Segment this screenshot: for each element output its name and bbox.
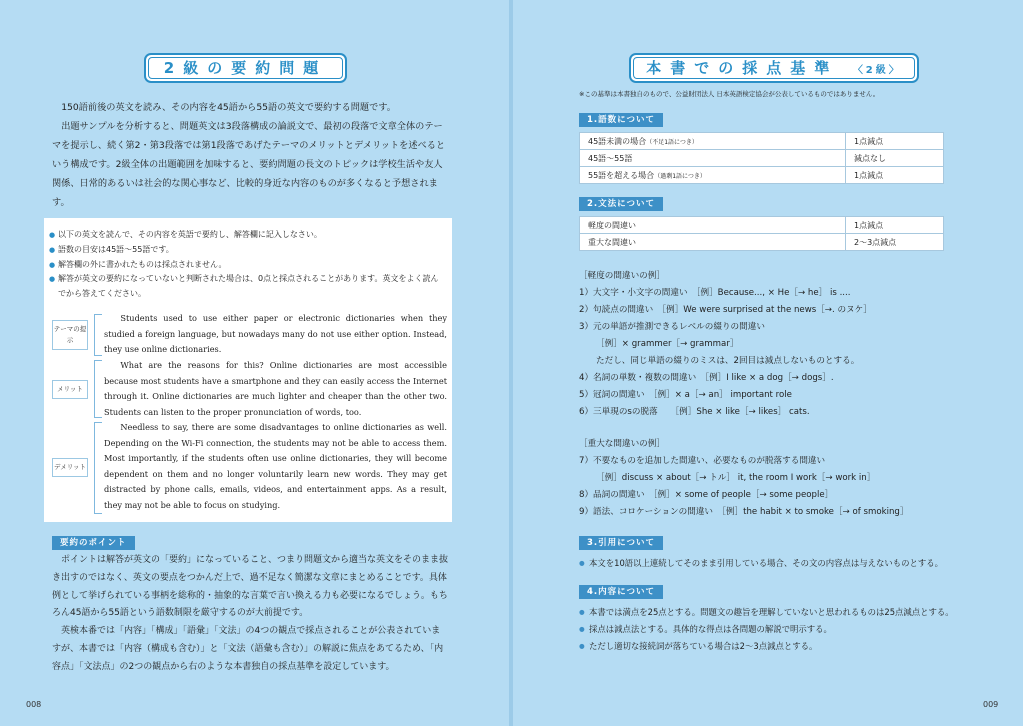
list-item: 9）語法、コロケーションの間違い ［例］the habit × to smoke［→ of smoking］	[579, 507, 909, 517]
passage-paragraph-2: What are the reasons for this? Online dictionaries are most accessible because most students have a smartphone and they can easily access the Internet through it. Online dictionaries are much lighter and cheaper than the other two. Students can listen to the proper pronunciation of words, too.	[104, 360, 447, 417]
right-title-text: 本書での採点基準	[646, 59, 839, 77]
list-item: ［例］discuss × about［→ トル］ it, the room I work［→ work in］	[596, 473, 876, 483]
table-row: 45語～55語 減点なし	[580, 150, 944, 167]
instruction-item: ● 以下の英文を読んで、その内容を英語で要約し、解答欄に記入しなさい。	[50, 228, 446, 243]
list-item: ● ただし適切な接続詞が落ちている場合は2～3点減点とする。	[579, 638, 979, 655]
instruction-list	[50, 228, 446, 302]
demerit-tag: デメリット	[52, 458, 88, 477]
list-item: ● 採点は減点法とする。具体的な得点は各問題の解説で明示する。	[579, 621, 979, 638]
table-row: 55語を超える場合（過剰1語につき） 1点減点	[580, 167, 944, 184]
right-title-sub: 〈2級〉	[852, 65, 902, 76]
section-content-label: 4.内容について	[579, 585, 663, 599]
instruction-item: ● 解答が英文の要約になっていないと判断された場合は、0点と採点されることがあります。英文をよく読んでから答えてください。	[50, 272, 446, 302]
summary-points-label: 要約のポイント	[52, 536, 135, 550]
table-row: 重大な間違い 2～3点減点	[580, 234, 944, 251]
instruction-item: ● 解答欄の外に書かれたものは採点されません。	[50, 258, 446, 273]
list-item: 3）元の単語が推測できるレベルの綴りの間違い	[579, 322, 765, 332]
theme-tag: テーマの提示	[52, 320, 88, 350]
question-card	[44, 218, 452, 522]
merit-tag: メリット	[52, 380, 88, 399]
heavy-errors-list	[579, 436, 979, 521]
content-rules	[579, 604, 979, 655]
intro-line-1: 150語前後の英文を読み、その内容を45語から55語の英文で要約する問題です。	[61, 102, 396, 113]
heavy-errors-heading: ［重大な間違いの例］	[579, 439, 665, 449]
instruction-item: ● 語数の目安は45語～55語です。	[50, 243, 446, 258]
list-item: 7）不要なものを追加した間違い、必要なものが脱落する間違い	[579, 456, 826, 466]
intro-paragraph	[52, 98, 446, 212]
section-grammar-label: 2.文法について	[579, 197, 663, 211]
right-page-title	[629, 53, 919, 83]
page-number-left: 008	[26, 700, 42, 709]
summary-points-text: ポイントは解答が英文の「要約」になっていること、つまり問題文から適当な英文をそのまま抜き出すのではなく、英文の要点をつかんだ上で、過不足なく簡潔な文章にまとめることです。具体例として挙げられている事柄を総称的・抽象的な言葉で言い換える力も必要になるでしょう。もちろん45語から55語という語数制限を厳守するのが大前提です。 英検本番では「内容」「構成」「語彙」「文法」の4つの観点で採点されることが公表されていますが、本書では「内容（構成も含む）」と「文法（語彙も含む）」の解説に焦点をあてるため、「内容点」「文法点」の2つの観点から右のような本書独自の採点基準を設定しています。	[52, 555, 449, 672]
list-item: ［例］× grammer［→ grammar］	[596, 339, 739, 349]
table-row: 軽度の間違い 1点減点	[580, 217, 944, 234]
theme-brace	[94, 314, 102, 356]
list-item: 5）冠詞の間違い ［例］× a［→ an］ important role	[579, 390, 792, 400]
page-number-right: 009	[983, 700, 999, 709]
list-item: ● 本書では満点を25点とする。問題文の趣旨を理解していないと思われるものは25点減点とする。	[579, 604, 979, 621]
left-title-text: 2級の要約問題	[163, 59, 328, 77]
light-errors-heading: ［軽度の間違いの例］	[579, 271, 665, 281]
section-word-count-label: 1.語数について	[579, 113, 663, 127]
section-quote-label: 3.引用について	[579, 536, 663, 550]
grammar-table	[579, 216, 944, 251]
disclaimer-note: ※この基準は本書独自のもので、公益財団法人 日本英語検定協会が公表しているものではありません。	[579, 90, 880, 98]
passage-paragraph-3: Needless to say, there are some disadvantages to online dictionaries as well. Depending on the Wi-Fi connection, the students may not be able to access them. Most importantly, if the students often use online dictionaries, they will become dependent on them and no longer voluntarily learn new words. They may get distracted by phone calls, emails, videos, and entertainment apps. As a result, they may not be able to focus on studying.	[104, 422, 447, 510]
list-item: ただし、同じ単語の綴りのミスは、2回目は減点しないものとする。	[596, 356, 860, 366]
right-page	[513, 0, 1023, 726]
intro-line-2: 出題サンプルを分析すると、問題英文は3段落構成の論説文で、最初の段落で文章全体のテーマを提示し、続く第2・第3段落では第1段落であげたテーマのメリットとデメリットを述べるという構成です。2級全体の出題範囲を加味すると、要約問題の長文のトピックは学校生活や友人関係、日常的あるいは社会的な関心事など、比較的身近な内容のものが多くなると予想されます。	[52, 121, 446, 208]
table-row: 45語未満の場合（不足1語につき） 1点減点	[580, 133, 944, 150]
merit-brace	[94, 360, 102, 418]
passage-paragraph-1: Students used to use either paper or electronic dictionaries when they studied a foreign language, but nowadays many do not use either option. Instead, they use online dictionaries.	[104, 313, 447, 354]
list-item: ● 本文を10語以上連続してそのまま引用している場合、その文の内容点は与えないものとする。	[579, 555, 979, 572]
list-item: 8）品詞の間違い ［例］× some of people［→ some people］	[579, 490, 834, 500]
list-item: 6）三単現のsの脱落 ［例］She × like［→ likes］ cats.	[579, 407, 810, 417]
demerit-brace	[94, 422, 102, 514]
quote-rules	[579, 555, 979, 572]
word-count-table	[579, 132, 944, 184]
left-page	[0, 0, 510, 726]
list-item: 1）大文字・小文字の間違い ［例］Because..., × He［→ he］ is ....	[579, 288, 851, 298]
list-item: 2）句読点の間違い ［例］We were surprised at the news［→. のヌケ］	[579, 305, 872, 315]
light-errors-list	[579, 268, 979, 421]
list-item: 4）名詞の単数・複数の間違い ［例］I like × a dog［→ dogs］.	[579, 373, 834, 383]
left-page-title	[144, 53, 347, 83]
